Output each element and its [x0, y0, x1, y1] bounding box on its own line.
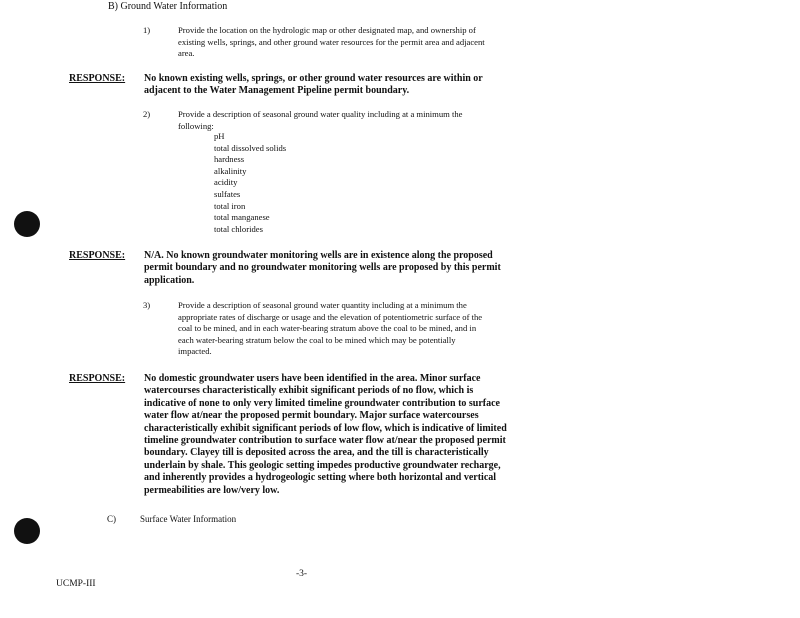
list-item: total iron [214, 200, 246, 211]
document-code: UCMP-III [56, 579, 96, 589]
response-text [144, 73, 483, 98]
response-label: RESPONSE: [69, 373, 126, 384]
response-line: indicative of none to only very limited timeline groundwater contribution to surface [144, 397, 500, 409]
response-line: N/A. No known groundwater monitoring wells are in existence along the proposed [144, 250, 493, 261]
item-line: existing wells, springs, and other ground water resources for the permit area and adjacent [178, 36, 485, 47]
response-1 [69, 73, 549, 99]
binder-hole-top [14, 211, 40, 237]
response-line: adjacent to the Water Management Pipeline permit boundary. [144, 85, 410, 97]
item-1 [143, 25, 543, 61]
item-line: following: [178, 120, 214, 131]
item-line: appropriate rates of discharge or usage and the elevation of potentiometric surface of the [178, 311, 483, 322]
list-item: alkalinity [214, 165, 247, 176]
item-line: area. [178, 48, 195, 58]
list-item: hardness [214, 154, 245, 165]
response-line: permit boundary and no groundwater monitoring wells are proposed by this permit [144, 262, 501, 274]
response-line: watercourses characteristically exhibit significant periods of no flow, which is [144, 385, 474, 397]
response-line: water flow at/near the proposed permit boundary. Major surface watercourses [144, 410, 479, 422]
response-line: No known existing wells, springs, or other ground water resources are within or [144, 73, 483, 84]
item-text [178, 109, 538, 132]
item-text [178, 300, 538, 358]
response-3 [69, 373, 549, 499]
item-line: impacted. [178, 346, 212, 356]
item-line: Provide a description of seasonal ground water quantity including at a minimum the [178, 300, 467, 310]
response-2 [69, 250, 549, 288]
response-label: RESPONSE: [69, 250, 126, 261]
item-2 [143, 109, 543, 133]
water-quality-parameter-list [214, 131, 414, 235]
item-line: each water-bearing stratum below the coal to be mined which may be potentially [178, 334, 456, 345]
section-letter-surface-water: C) [107, 514, 116, 524]
response-line: application. [144, 274, 195, 286]
item-line: coal to be mined, and in each water-bearing stratum above the coal to be mined, and in [178, 323, 477, 333]
list-item: pH [214, 131, 225, 141]
response-line: timeline groundwater contribution to surface water flow at/near the proposed permit [144, 435, 506, 447]
item-text [178, 25, 538, 60]
list-item: sulfates [214, 188, 241, 199]
item-3 [143, 300, 543, 358]
item-number: 3) [143, 300, 151, 310]
item-line: Provide a description of seasonal ground water quality including at a minimum the [178, 109, 463, 119]
item-number: 2) [143, 109, 151, 119]
response-text [144, 250, 501, 287]
section-heading-ground-water: B) Ground Water Information [108, 1, 228, 12]
response-line: permeabilities are low/very low. [144, 484, 280, 496]
list-item: total dissolved solids [214, 142, 287, 153]
list-item: total manganese [214, 212, 270, 223]
section-heading-surface-water: Surface Water Information [140, 514, 237, 524]
response-line: and inherently provides a hydrogeologic setting where both horizontal and vertical [144, 472, 497, 484]
response-line: boundary. Clayey till is deposited across the area, and the till is characteristically [144, 447, 489, 459]
response-label: RESPONSE: [69, 73, 126, 84]
item-line: Provide the location on the hydrologic map or other designated map, and ownership of [178, 25, 476, 35]
page-number: -3- [296, 569, 308, 579]
list-item: acidity [214, 177, 238, 188]
response-line: characteristically exhibit significant periods of low flow, which is indicative of limited [144, 422, 507, 434]
list-item: total chlorides [214, 223, 263, 234]
response-text [144, 373, 507, 497]
response-line: underlain by shale. This geologic setting impedes productive groundwater recharge, [144, 459, 501, 471]
item-number: 1) [143, 25, 151, 35]
binder-hole-bottom [14, 518, 40, 544]
response-line: No domestic groundwater users have been identified in the area. Minor surface [144, 373, 481, 384]
